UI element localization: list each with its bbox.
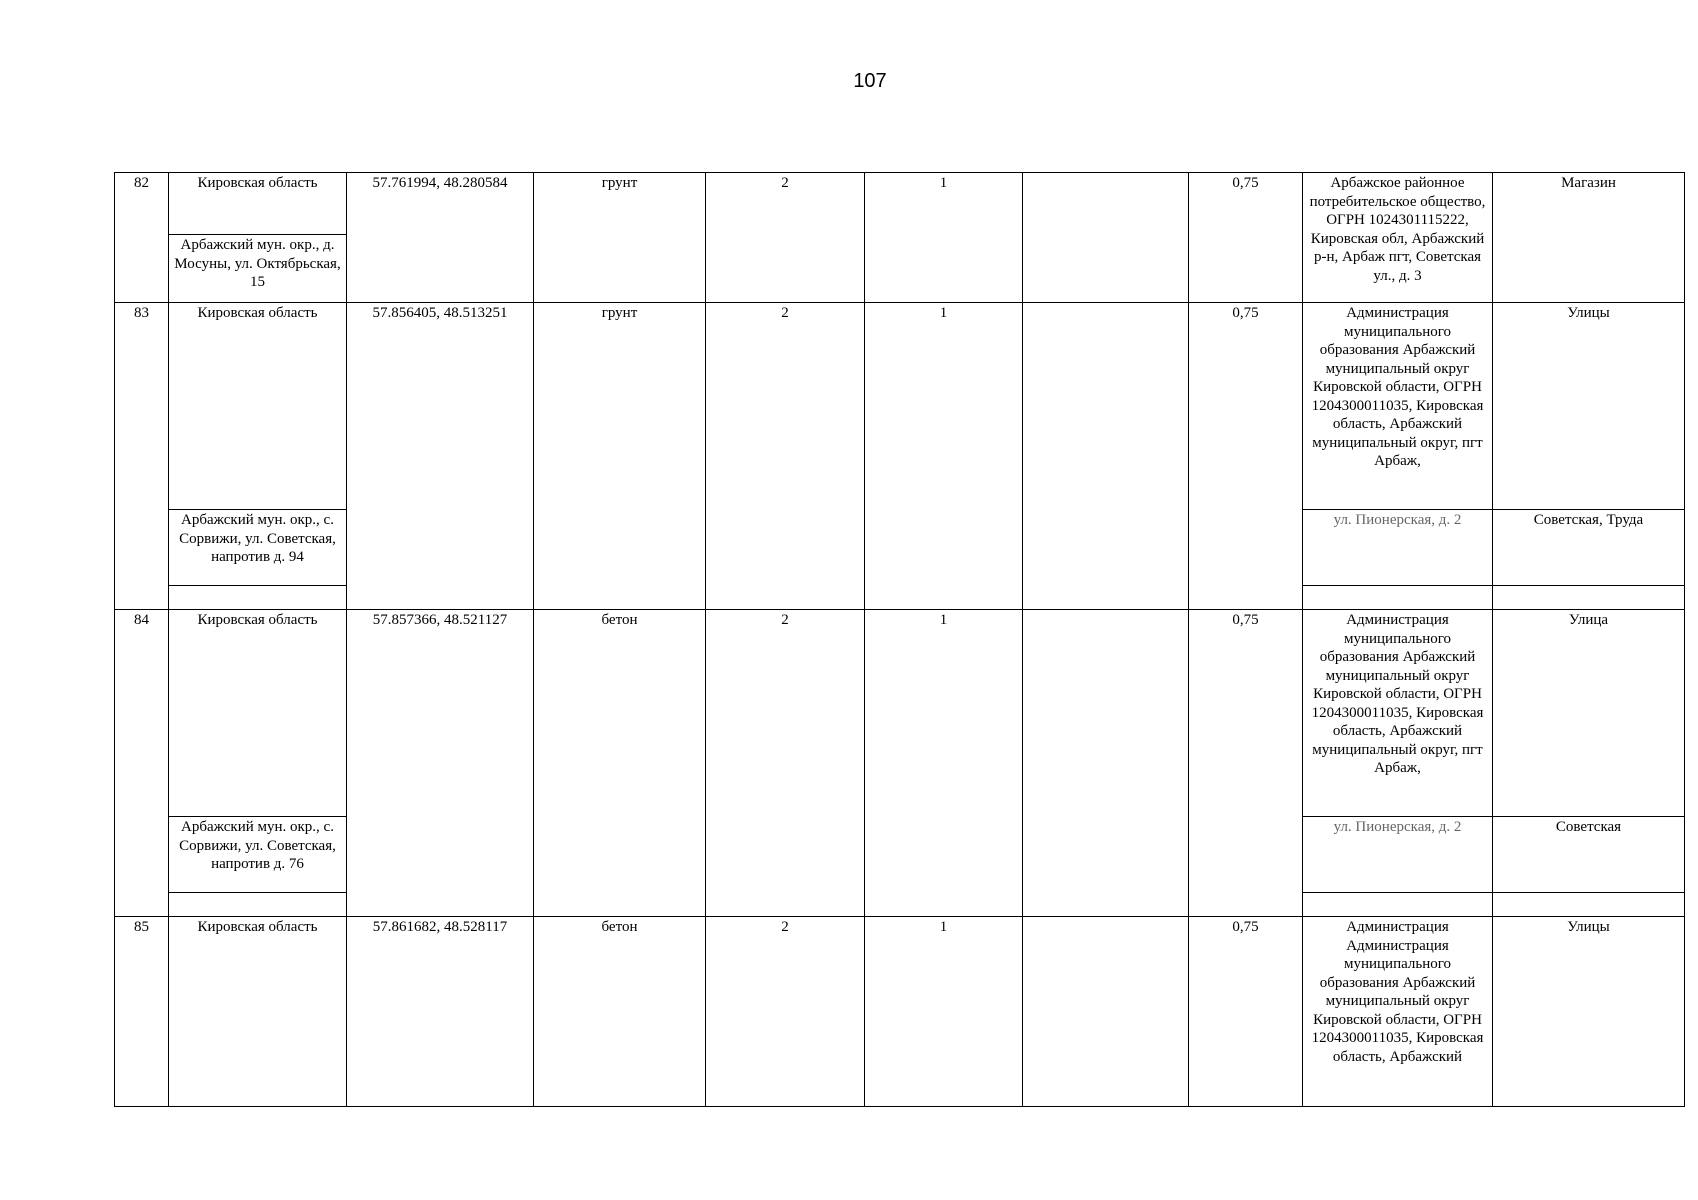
row-number: 83 [115, 303, 169, 610]
page-number: 107 [853, 70, 887, 92]
surface-cell: грунт [534, 173, 706, 303]
coordinates-cell: 57.856405, 48.513251 [347, 303, 534, 610]
count-cell: 1 [865, 610, 1023, 917]
address-cell: Арбажский мун. окр., д. Мосуны, ул. Октябрьская, 15 [169, 235, 347, 303]
capacity-cell: 0,75 [1189, 173, 1303, 303]
empty-cell [1493, 586, 1685, 610]
count-cell: 1 [865, 303, 1023, 610]
area-cell: 2 [706, 917, 865, 1107]
area-cell: 2 [706, 610, 865, 917]
capacity-cell: 0,75 [1189, 917, 1303, 1107]
empty-cell [169, 893, 347, 917]
region-cell: Кировская область [169, 610, 347, 817]
capacity-cell: 0,75 [1189, 303, 1303, 610]
coordinates-cell: 57.761994, 48.280584 [347, 173, 534, 303]
table-row [115, 610, 1685, 817]
capacity-cell: 0,75 [1189, 610, 1303, 917]
waste-source-cell: Магазин [1493, 173, 1685, 303]
volume-cell [1023, 610, 1189, 917]
table-row [115, 173, 1685, 235]
area-cell: 2 [706, 303, 865, 610]
waste-source-cell-continued: Советская [1493, 817, 1685, 893]
row-number: 85 [115, 917, 169, 1107]
owner-cell: Арбажское районное потребительское общество, ОГРН 1024301115222, Кировская обл, Арбажский р-н, Арбаж пгт, Советская ул., д. 3 [1303, 173, 1493, 303]
coordinates-cell: 57.861682, 48.528117 [347, 917, 534, 1107]
row-number: 84 [115, 610, 169, 917]
owner-cell-continued: ул. Пионерская, д. 2 [1303, 510, 1493, 586]
container-sites-table [114, 172, 1685, 1107]
empty-cell [1493, 893, 1685, 917]
surface-cell: бетон [534, 610, 706, 917]
volume-cell [1023, 303, 1189, 610]
region-cell: Кировская область [169, 917, 347, 1107]
owner-cell-continued: ул. Пионерская, д. 2 [1303, 817, 1493, 893]
surface-cell: бетон [534, 917, 706, 1107]
region-cell: Кировская область [169, 173, 347, 235]
empty-cell [1303, 893, 1493, 917]
owner-cell: Администрация Администрация муниципального образования Арбажский муниципальный округ Кировской области, ОГРН 1204300011035, Кировская область, Арбажский [1303, 917, 1493, 1107]
owner-cell: Администрация муниципального образования Арбажский муниципальный округ Кировской области, ОГРН 1204300011035, Кировская область, Арбажский муниципальный округ, пгт Арбаж, [1303, 303, 1493, 510]
waste-source-cell-continued: Советская, Труда [1493, 510, 1685, 586]
address-cell: Арбажский мун. окр., с. Сорвижи, ул. Советская, напротив д. 76 [169, 817, 347, 893]
address-cell: Арбажский мун. окр., с. Сорвижи, ул. Советская, напротив д. 94 [169, 510, 347, 586]
surface-cell: грунт [534, 303, 706, 610]
empty-cell [1303, 586, 1493, 610]
area-cell: 2 [706, 173, 865, 303]
count-cell: 1 [865, 917, 1023, 1107]
region-cell: Кировская область [169, 303, 347, 510]
owner-cell: Администрация муниципального образования Арбажский муниципальный округ Кировской области, ОГРН 1204300011035, Кировская область, Арбажский муниципальный округ, пгт Арбаж, [1303, 610, 1493, 817]
waste-source-cell: Улицы [1493, 917, 1685, 1107]
row-number: 82 [115, 173, 169, 303]
volume-cell [1023, 917, 1189, 1107]
count-cell: 1 [865, 173, 1023, 303]
empty-cell [169, 586, 347, 610]
volume-cell [1023, 173, 1189, 303]
waste-source-cell: Улица [1493, 610, 1685, 817]
waste-source-cell: Улицы [1493, 303, 1685, 510]
table-row [115, 303, 1685, 510]
table-row [115, 917, 1685, 1107]
coordinates-cell: 57.857366, 48.521127 [347, 610, 534, 917]
